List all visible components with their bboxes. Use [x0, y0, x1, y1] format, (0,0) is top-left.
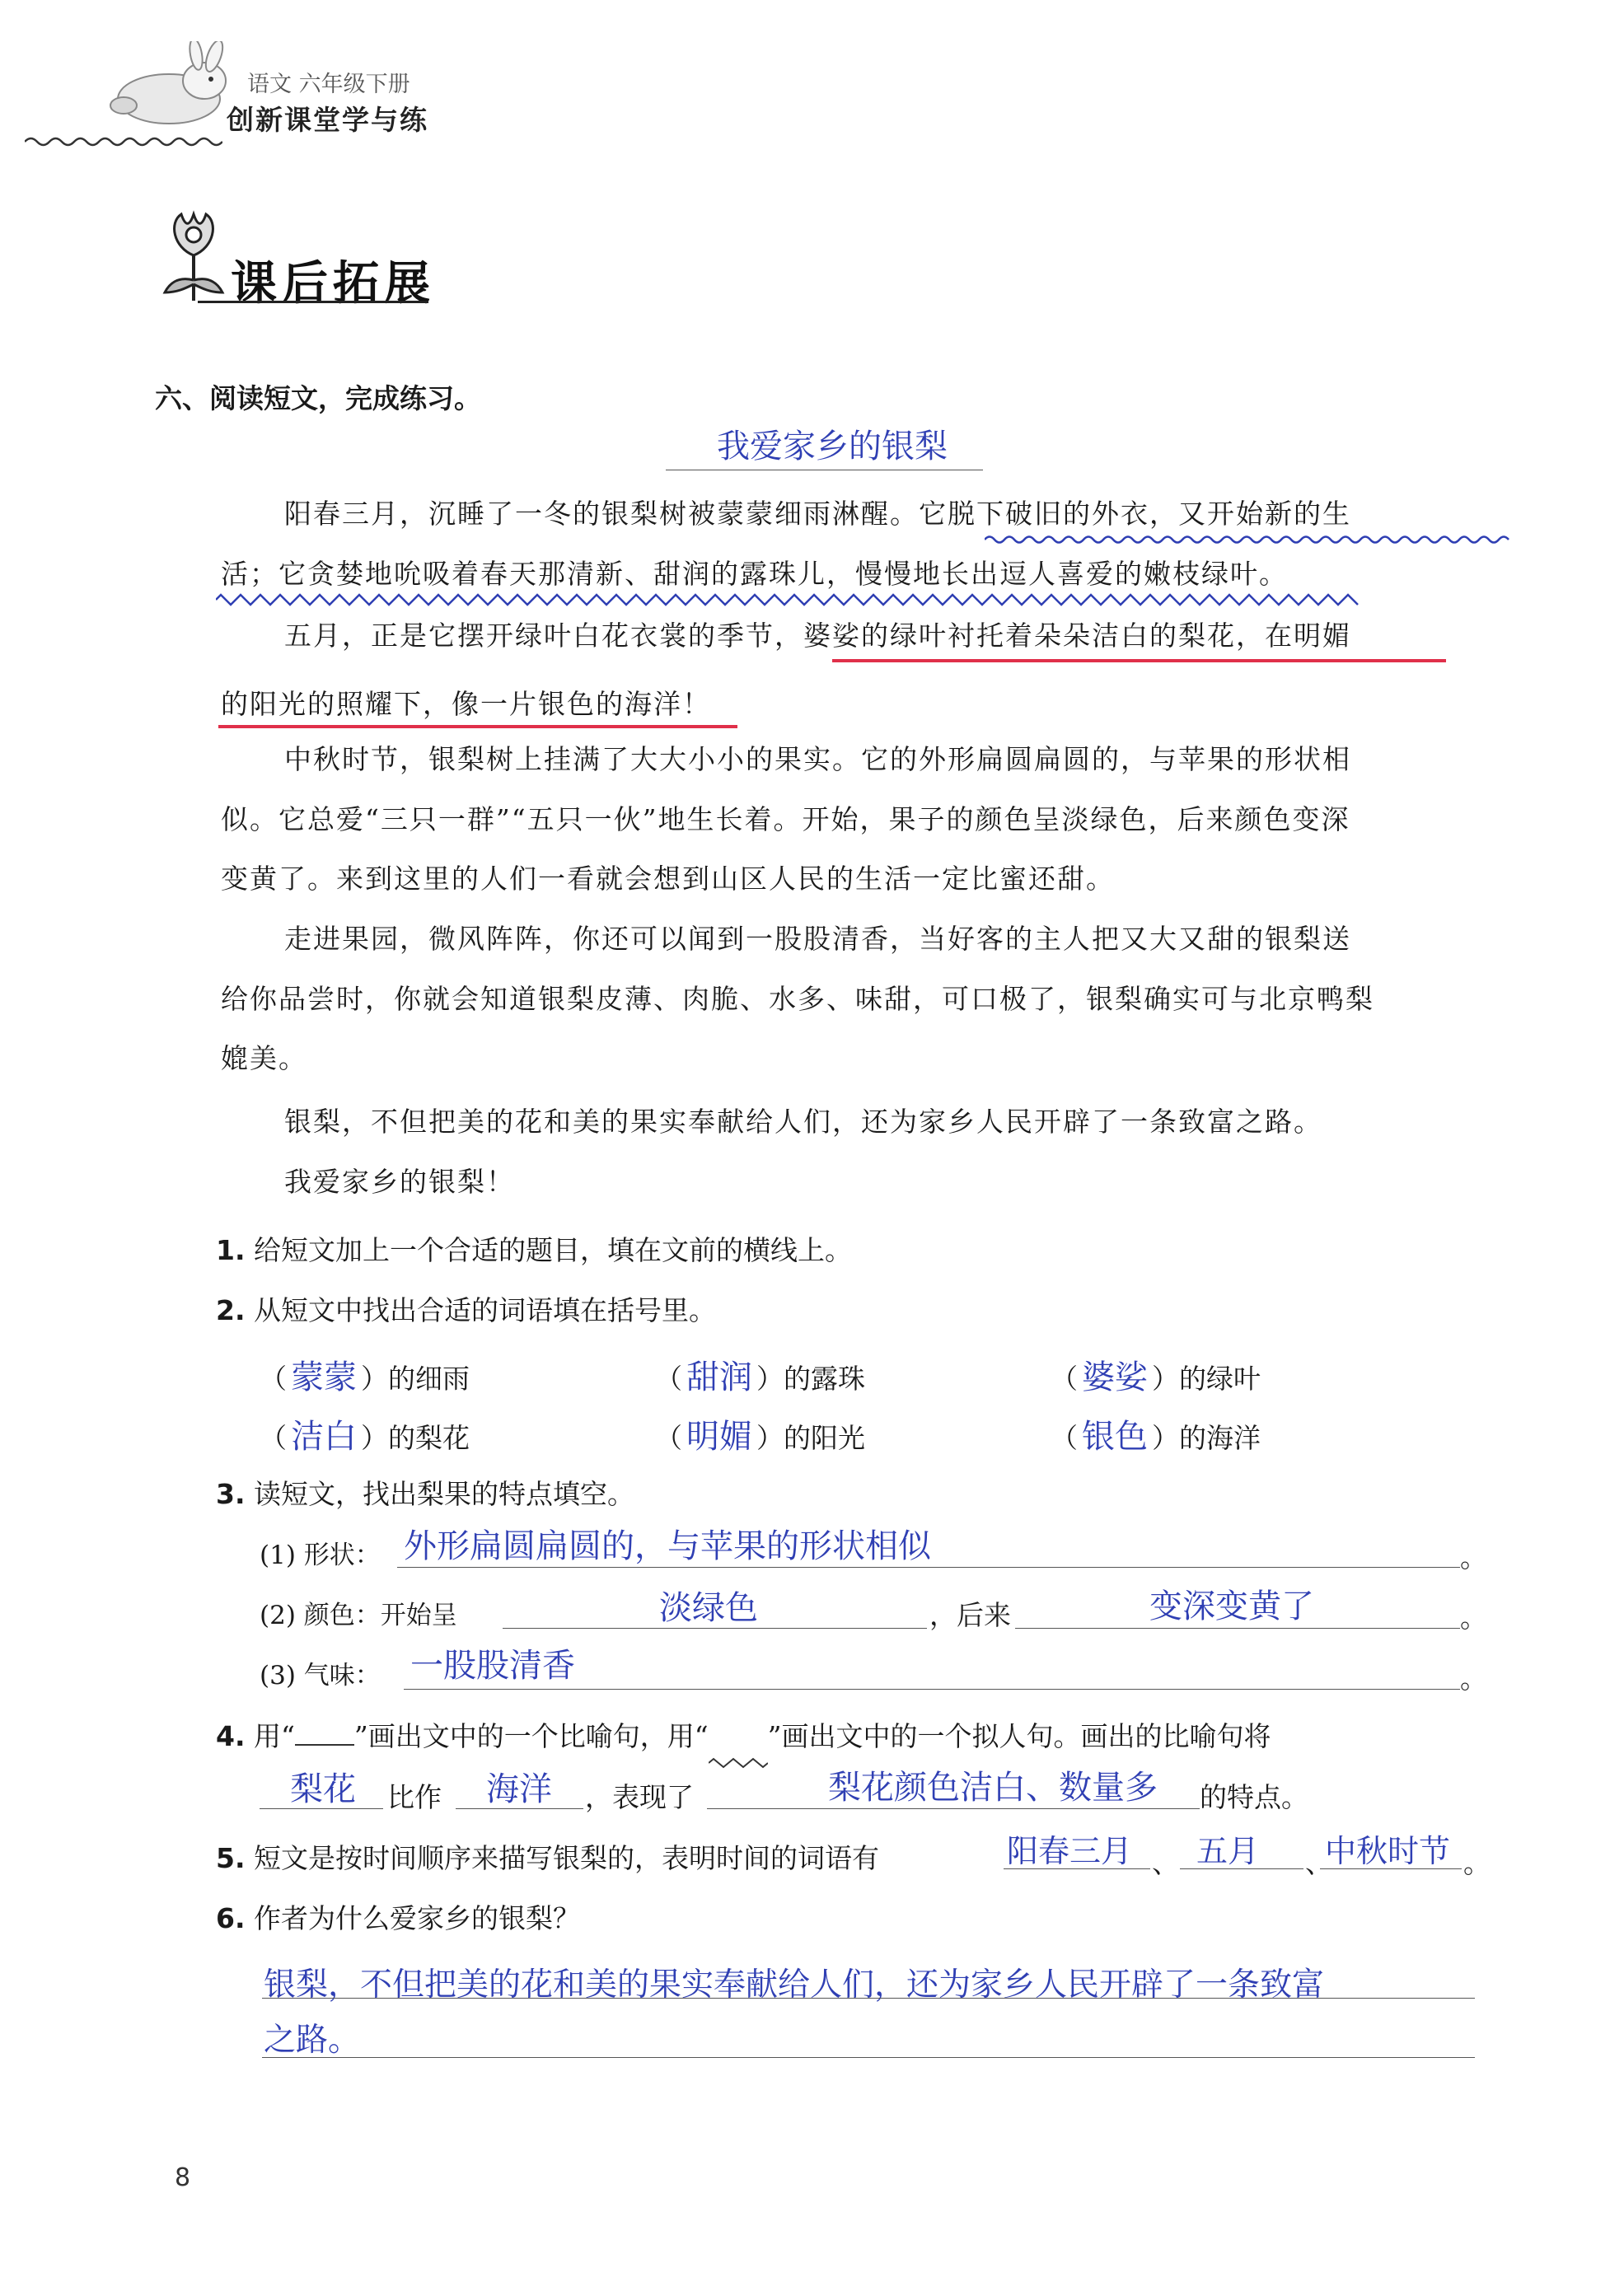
answer-line: [262, 2057, 1475, 2058]
passage-line: 阳春三月，沉睡了一冬的银梨树被蒙蒙细雨淋醒。它脱下破旧的外衣，又开始新的生: [284, 498, 1351, 530]
q3-color-mid: ，后来: [929, 1599, 1011, 1631]
rabbit-mascot-icon: [91, 41, 239, 132]
question-text: 短文是按时间顺序来描写银梨的，表明时间的词语有: [254, 1842, 879, 1874]
passage-line: 媲美。: [221, 1042, 307, 1074]
q4-answer-2: 海洋: [486, 1770, 552, 1808]
task-title: 六、阅读短文，完成练习。: [155, 382, 481, 414]
banner-underline: [198, 301, 428, 303]
question-1: [216, 1229, 852, 1268]
q3-shape-answer: 外形扁圆扁圆的，与苹果的形状相似: [404, 1527, 931, 1565]
q3-smell-label: (3) 气味：: [260, 1661, 381, 1690]
question-text: 给短文加上一个合适的题目，填在文前的横线上。: [254, 1234, 852, 1266]
answer-line: [707, 1808, 1200, 1809]
q4-mid-2: ，表现了: [585, 1781, 694, 1813]
q2-answer: 洁白: [291, 1418, 357, 1456]
q3-color-answer-1: 淡绿色: [659, 1589, 758, 1627]
section-banner-title: 课后拓展: [231, 257, 435, 311]
answer-line: [1180, 1868, 1303, 1869]
end-mark: 。: [1460, 1602, 1487, 1634]
section-banner: [148, 198, 527, 313]
answer-line: [260, 1808, 383, 1809]
question-text: 作者为什么爱家乡的银梨？: [254, 1902, 580, 1934]
q5-answer-2: 五月: [1196, 1833, 1260, 1869]
end-mark: 。: [1460, 1541, 1487, 1574]
question-3: [216, 1473, 634, 1512]
answer-line: [503, 1628, 927, 1629]
q4-answer-1: 梨花: [290, 1770, 356, 1808]
answer-line: [1004, 1868, 1150, 1869]
question-number: 4.: [216, 1720, 246, 1752]
question-number: 3.: [216, 1478, 246, 1510]
q2-answer: 甜润: [686, 1358, 752, 1396]
question-number: 2.: [216, 1294, 246, 1326]
q2-item: （ 婆娑 ）的绿叶: [1051, 1351, 1261, 1398]
q2-suffix: 的海洋: [1179, 1422, 1261, 1454]
passage-line: 我爱家乡的银梨！: [284, 1166, 515, 1198]
question-number: 6.: [216, 1902, 246, 1934]
header: [25, 25, 1590, 157]
question-4: [216, 1715, 1271, 1754]
passage-title-answer: 我爱家乡的银梨: [717, 428, 948, 465]
q4-mid-1: 比作: [387, 1781, 442, 1813]
passage-line: 变黄了。来到这里的人们一看就会想到山区人民的生活一定比蜜还甜。: [221, 863, 1115, 895]
answer-line: [262, 1998, 1475, 1999]
passage-line: 五月，正是它摆开绿叶白花衣裳的季节，婆娑的绿叶衬托着朵朵洁白的梨花，在明媚: [284, 620, 1351, 652]
answer-line: [1320, 1868, 1462, 1869]
q3-shape-label: (1) 形状：: [260, 1541, 381, 1570]
answer-line: [1015, 1628, 1460, 1629]
q3-smell-answer: 一股股清香: [410, 1647, 575, 1685]
q5-answer-1: 阳春三月: [1007, 1833, 1133, 1869]
answer-line: [456, 1808, 583, 1809]
passage-line: 银梨，不但把美的花和美的果实奉献给人们，还为家乡人民开辟了一条致富之路。: [284, 1106, 1322, 1138]
question-number: 5.: [216, 1842, 246, 1874]
page-number: 8: [175, 2163, 191, 2192]
q6-answer-line-1: 银梨，不但把美的花和美的果实奉献给人们，还为家乡人民开辟了一条致富: [264, 1966, 1325, 2004]
personification-wave-underline: [985, 533, 1512, 546]
personification-wave-underline: [216, 593, 1361, 606]
answer-line: [397, 1567, 1460, 1568]
q5-sep: 、: [1305, 1847, 1332, 1879]
passage-line: 的阳光的照耀下，像一片银色的海洋！: [221, 688, 711, 720]
q2-answer: 银色: [1082, 1418, 1148, 1456]
question-text: 读短文，找出梨果的特点填空。: [254, 1478, 634, 1510]
passage-line: 中秋时节，银梨树上挂满了大大小小的果实。它的外形扁圆扁圆的，与苹果的形状相: [284, 743, 1351, 775]
end-mark: 。: [1463, 1847, 1491, 1879]
q2-suffix: 的绿叶: [1179, 1363, 1261, 1395]
q2-suffix: 的细雨: [388, 1363, 470, 1395]
end-mark: 。: [1460, 1662, 1487, 1695]
subject-line: 语文 六年级下册: [247, 72, 410, 97]
series-title: 创新课堂学与练: [227, 104, 428, 136]
q2-suffix: 的露珠: [784, 1363, 865, 1395]
q2-suffix: 的阳光: [784, 1422, 865, 1454]
question-text-a: 用“: [254, 1720, 295, 1752]
passage-line: 似。它总爱“三只一群”“五只一伙”地生长着。开始，果子的颜色呈淡绿色，后来颜色变深: [221, 803, 1350, 835]
header-wave-divider: [25, 133, 222, 150]
q3-color-label: (2) 颜色：开始呈: [260, 1601, 457, 1630]
q5-sep: 、: [1152, 1847, 1179, 1879]
q6-answer-line-2: 之路。: [264, 2022, 361, 2059]
question-5: [216, 1837, 879, 1876]
straight-line-sample: [295, 1744, 354, 1746]
q3-color-answer-2: 变深变黄了: [1149, 1588, 1314, 1625]
q4-answer-3: 梨花颜色洁白、数量多: [828, 1769, 1158, 1807]
flower-icon: [157, 198, 231, 305]
question-text-b: ”画出文中的一个比喻句，用“: [353, 1720, 709, 1752]
answer-line: [404, 1689, 1460, 1690]
metaphor-underline: [832, 659, 1446, 662]
question-text: 从短文中找出合适的词语填在括号里。: [254, 1294, 716, 1326]
q2-item: （ 明媚 ）的阳光: [655, 1410, 865, 1457]
q2-answer: 婆娑: [1082, 1358, 1148, 1396]
question-2: [216, 1289, 716, 1328]
passage-line: 给你品尝时，你就会知道银梨皮薄、肉脆、水多、味甜，可口极了，银梨确实可与北京鸭梨: [221, 983, 1374, 1015]
passage-line: 走进果园，微风阵阵，你还可以闻到一股股清香，当好客的主人把又大又甜的银梨送: [284, 923, 1351, 955]
question-number: 1.: [216, 1234, 246, 1266]
q4-tail: 的特点。: [1200, 1781, 1308, 1813]
question-6: [216, 1897, 580, 1936]
passage-line: 活；它贪婪地吮吸着春天那清新、甜润的露珠儿，慢慢地长出逗人喜爱的嫩枝绿叶。: [221, 558, 1288, 590]
q2-item: （ 甜润 ）的露珠: [655, 1351, 865, 1398]
q2-answer: 明媚: [686, 1418, 752, 1456]
question-text-c: ”画出文中的一个拟人句。画出的比喻句将: [767, 1720, 1271, 1752]
q2-item: （ 银色 ）的海洋: [1051, 1410, 1261, 1457]
q2-item: （ 洁白 ）的梨花: [260, 1410, 470, 1457]
q2-suffix: 的梨花: [388, 1422, 470, 1454]
q2-item: （ 蒙蒙 ）的细雨: [260, 1351, 470, 1398]
metaphor-underline: [218, 725, 737, 728]
q2-answer: 蒙蒙: [291, 1358, 357, 1396]
q5-answer-3: 中秋时节: [1325, 1833, 1451, 1869]
